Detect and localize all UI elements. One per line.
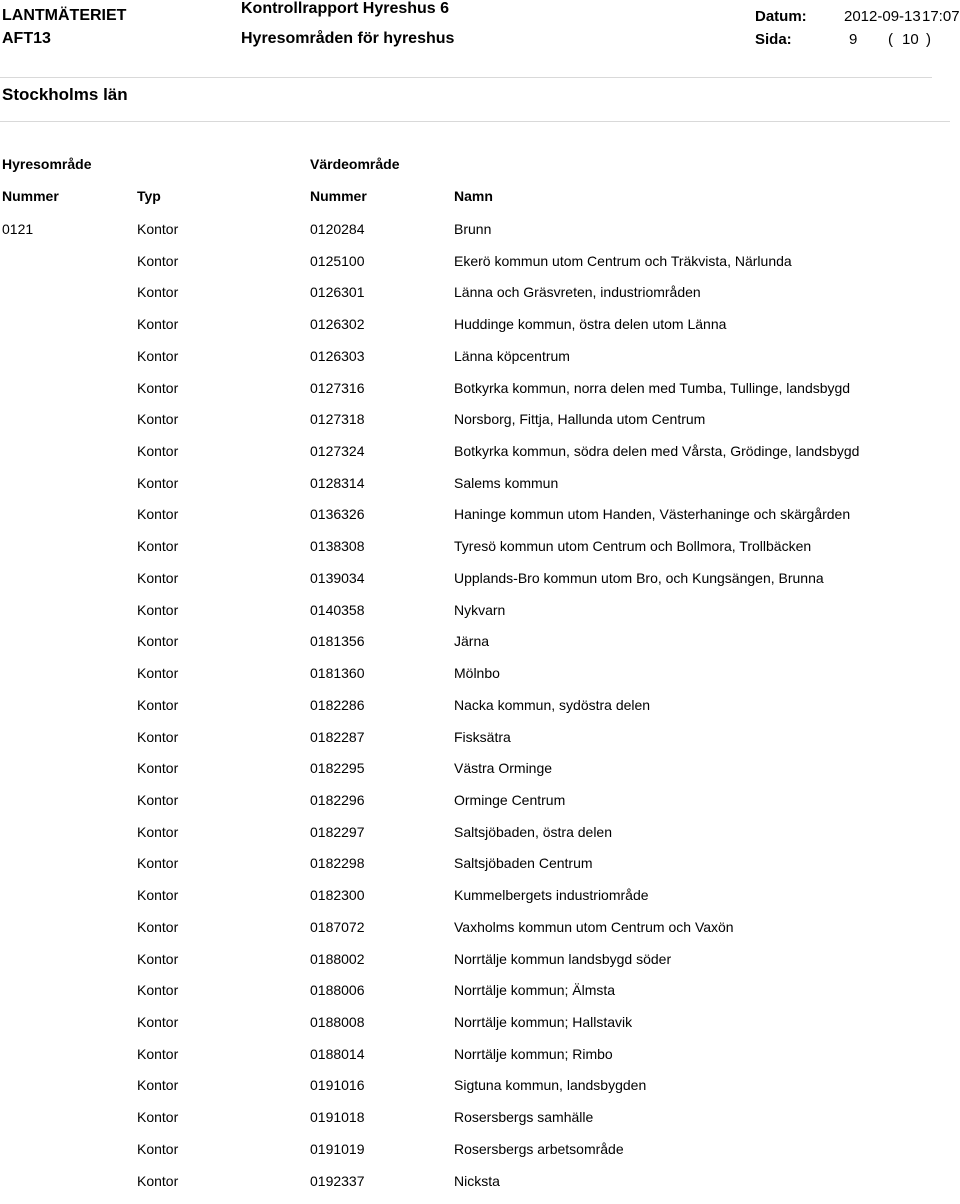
table-row bbox=[0, 1109, 960, 1141]
cell-varde-nummer: 0188008 bbox=[310, 1014, 365, 1030]
cell-typ: Kontor bbox=[137, 760, 179, 777]
cell-typ: Kontor bbox=[137, 443, 179, 460]
table-row bbox=[0, 411, 960, 443]
table-row bbox=[0, 602, 960, 634]
cell-typ: Kontor bbox=[137, 696, 179, 713]
cell-namn: Västra Orminge bbox=[454, 760, 553, 777]
org-name: LANTMÄTERIET bbox=[2, 7, 127, 24]
cell-typ: Kontor bbox=[137, 538, 179, 555]
table-row bbox=[0, 1046, 960, 1078]
table-row bbox=[0, 1077, 960, 1109]
cell-namn: Nacka kommun, sydöstra delen bbox=[454, 696, 651, 713]
cell-typ: Kontor bbox=[137, 411, 179, 428]
col-group-hyresomrade: Hyresområde bbox=[2, 156, 92, 172]
cell-namn: Sigtuna kommun, landsbygden bbox=[454, 1077, 647, 1094]
cell-typ: Kontor bbox=[137, 918, 179, 935]
cell-typ: Kontor bbox=[137, 1014, 179, 1030]
col-header-hyres-nummer: Nummer bbox=[2, 188, 59, 204]
cell-typ: Kontor bbox=[137, 887, 179, 904]
cell-namn: Vaxholms kommun utom Centrum och Vaxön bbox=[454, 918, 734, 935]
cell-typ: Kontor bbox=[137, 284, 179, 301]
cell-typ: Kontor bbox=[137, 728, 179, 745]
cell-typ: Kontor bbox=[137, 1140, 179, 1157]
cell-namn: Brunn bbox=[454, 221, 492, 237]
cell-namn: Norrtälje kommun; Älmsta bbox=[454, 982, 616, 999]
cell-namn: Mölnbo bbox=[454, 665, 500, 682]
cell-varde-nummer: 0136326 bbox=[310, 506, 365, 523]
cell-namn: Ekerö kommun utom Centrum och Träkvista, Närlunda bbox=[454, 252, 792, 269]
cell-namn: Rosersbergs samhälle bbox=[454, 1109, 594, 1126]
table-row bbox=[0, 1141, 960, 1173]
cell-namn: Norrtälje kommun landsbygd söder bbox=[454, 950, 672, 967]
cell-typ: Kontor bbox=[137, 347, 179, 364]
cell-typ: Kontor bbox=[137, 823, 179, 840]
cell-varde-nummer: 0182298 bbox=[310, 855, 365, 872]
cell-varde-nummer: 0182286 bbox=[310, 696, 365, 713]
cell-varde-nummer: 0127318 bbox=[310, 411, 365, 428]
table-row bbox=[0, 697, 960, 729]
cell-varde-nummer: 0120284 bbox=[310, 221, 365, 237]
table-row bbox=[0, 824, 960, 856]
cell-varde-nummer: 0126303 bbox=[310, 347, 365, 364]
cell-varde-nummer: 0188006 bbox=[310, 982, 365, 999]
cell-typ: Kontor bbox=[137, 474, 179, 491]
table-row bbox=[0, 951, 960, 983]
col-header-varde-nummer: Nummer bbox=[310, 188, 367, 204]
table-row bbox=[0, 348, 960, 380]
table-row bbox=[0, 475, 960, 507]
table-row bbox=[0, 729, 960, 761]
cell-varde-nummer: 0191016 bbox=[310, 1077, 365, 1094]
table-row bbox=[0, 633, 960, 665]
cell-namn: Haninge kommun utom Handen, Västerhaninge och skärgården bbox=[454, 506, 851, 523]
table-row bbox=[0, 982, 960, 1014]
page-current: 9 bbox=[849, 31, 858, 48]
report-code: AFT13 bbox=[2, 30, 51, 47]
cell-typ: Kontor bbox=[137, 950, 179, 967]
cell-namn: Järna bbox=[454, 633, 490, 650]
cell-namn: Länna och Gräsvreten, industriområden bbox=[454, 284, 701, 301]
table-row bbox=[0, 792, 960, 824]
col-header-typ: Typ bbox=[137, 188, 161, 204]
cell-varde-nummer: 0140358 bbox=[310, 601, 365, 618]
cell-typ: Kontor bbox=[137, 221, 179, 237]
col-header-namn: Namn bbox=[454, 188, 493, 204]
cell-typ: Kontor bbox=[137, 982, 179, 999]
time-value: 17:07 bbox=[922, 8, 960, 25]
cell-typ: Kontor bbox=[137, 1077, 179, 1094]
cell-namn: Rosersbergs arbetsområde bbox=[454, 1140, 624, 1157]
report-subtitle: Hyresområden för hyreshus bbox=[241, 30, 455, 47]
cell-typ: Kontor bbox=[137, 252, 179, 269]
cell-namn: Saltsjöbaden Centrum bbox=[454, 855, 593, 872]
cell-typ: Kontor bbox=[137, 506, 179, 523]
table-row bbox=[0, 855, 960, 887]
cell-varde-nummer: 0182296 bbox=[310, 791, 365, 808]
cell-namn: Nicksta bbox=[454, 1172, 500, 1189]
cell-varde-nummer: 0187072 bbox=[310, 918, 365, 935]
cell-varde-nummer: 0127324 bbox=[310, 443, 365, 460]
table-row bbox=[0, 665, 960, 697]
table-row bbox=[0, 538, 960, 570]
cell-varde-nummer: 0127316 bbox=[310, 379, 365, 396]
region-title: Stockholms län bbox=[2, 85, 128, 104]
table-row bbox=[0, 1173, 960, 1204]
report-title: Kontrollrapport Hyreshus 6 bbox=[241, 0, 450, 17]
cell-typ: Kontor bbox=[137, 1045, 179, 1062]
cell-namn: Kummelbergets industriområde bbox=[454, 887, 649, 904]
cell-namn: Fisksätra bbox=[454, 728, 511, 745]
cell-varde-nummer: 0126301 bbox=[310, 284, 365, 301]
col-group-vardeomrade: Värdeområde bbox=[310, 156, 400, 172]
cell-namn: Salems kommun bbox=[454, 474, 559, 491]
cell-varde-nummer: 0188002 bbox=[310, 950, 365, 967]
table-row bbox=[0, 380, 960, 412]
cell-varde-nummer: 0192337 bbox=[310, 1172, 365, 1189]
cell-namn: Orminge Centrum bbox=[454, 791, 566, 808]
cell-varde-nummer: 0126302 bbox=[310, 316, 365, 333]
table-row bbox=[0, 284, 960, 316]
cell-typ: Kontor bbox=[137, 791, 179, 808]
cell-namn: Nykvarn bbox=[454, 601, 506, 618]
table-row bbox=[0, 570, 960, 602]
cell-typ: Kontor bbox=[137, 601, 179, 618]
table-row bbox=[0, 506, 960, 538]
cell-varde-nummer: 0191019 bbox=[310, 1140, 365, 1157]
cell-varde-nummer: 0182300 bbox=[310, 887, 365, 904]
cell-namn: Saltsjöbaden, östra delen bbox=[454, 823, 612, 840]
cell-namn: Botkyrka kommun, norra delen med Tumba, Tullinge, landsbygd bbox=[454, 379, 851, 396]
cell-typ: Kontor bbox=[137, 316, 179, 333]
table-row bbox=[0, 760, 960, 792]
cell-varde-nummer: 0182295 bbox=[310, 760, 365, 777]
cell-typ: Kontor bbox=[137, 855, 179, 872]
cell-namn: Botkyrka kommun, södra delen med Vårsta, Grödinge, landsbygd bbox=[454, 443, 860, 460]
table-row bbox=[0, 316, 960, 348]
cell-namn: Huddinge kommun, östra delen utom Länna bbox=[454, 316, 727, 333]
page-total-open: ( bbox=[888, 31, 893, 48]
cell-varde-nummer: 0188014 bbox=[310, 1045, 365, 1062]
date-label: Datum: bbox=[755, 8, 807, 25]
cell-varde-nummer: 0182287 bbox=[310, 728, 365, 745]
cell-typ: Kontor bbox=[137, 1109, 179, 1126]
cell-typ: Kontor bbox=[137, 665, 179, 682]
cell-varde-nummer: 0138308 bbox=[310, 538, 365, 555]
table-row bbox=[0, 221, 960, 253]
table-row bbox=[0, 1014, 960, 1046]
cell-varde-nummer: 0181356 bbox=[310, 633, 365, 650]
date-value: 2012-09-13 bbox=[844, 8, 921, 25]
cell-namn: Tyresö kommun utom Centrum och Bollmora, Trollbäcken bbox=[454, 538, 812, 555]
cell-namn: Norrtälje kommun; Hallstavik bbox=[454, 1014, 633, 1030]
cell-varde-nummer: 0182297 bbox=[310, 823, 365, 840]
cell-hyres-nummer: 0121 bbox=[2, 221, 34, 237]
cell-varde-nummer: 0181360 bbox=[310, 665, 365, 682]
cell-namn: Norsborg, Fittja, Hallunda utom Centrum bbox=[454, 411, 706, 428]
cell-typ: Kontor bbox=[137, 633, 179, 650]
cell-namn: Länna köpcentrum bbox=[454, 347, 570, 364]
cell-varde-nummer: 0128314 bbox=[310, 474, 365, 491]
page-total-close: ) bbox=[926, 31, 931, 48]
page-total: 10 bbox=[902, 31, 919, 48]
cell-namn: Upplands-Bro kommun utom Bro, och Kungsängen, Brunna bbox=[454, 569, 824, 586]
cell-typ: Kontor bbox=[137, 569, 179, 586]
page-label: Sida: bbox=[755, 31, 792, 48]
region-divider bbox=[0, 121, 950, 122]
cell-typ: Kontor bbox=[137, 379, 179, 396]
header-divider bbox=[0, 77, 932, 78]
table-row bbox=[0, 887, 960, 919]
cell-varde-nummer: 0191018 bbox=[310, 1109, 365, 1126]
table-row bbox=[0, 919, 960, 951]
cell-varde-nummer: 0125100 bbox=[310, 252, 365, 269]
cell-varde-nummer: 0139034 bbox=[310, 569, 365, 586]
table-row bbox=[0, 253, 960, 285]
table-row bbox=[0, 443, 960, 475]
cell-typ: Kontor bbox=[137, 1172, 179, 1189]
cell-namn: Norrtälje kommun; Rimbo bbox=[454, 1045, 613, 1062]
